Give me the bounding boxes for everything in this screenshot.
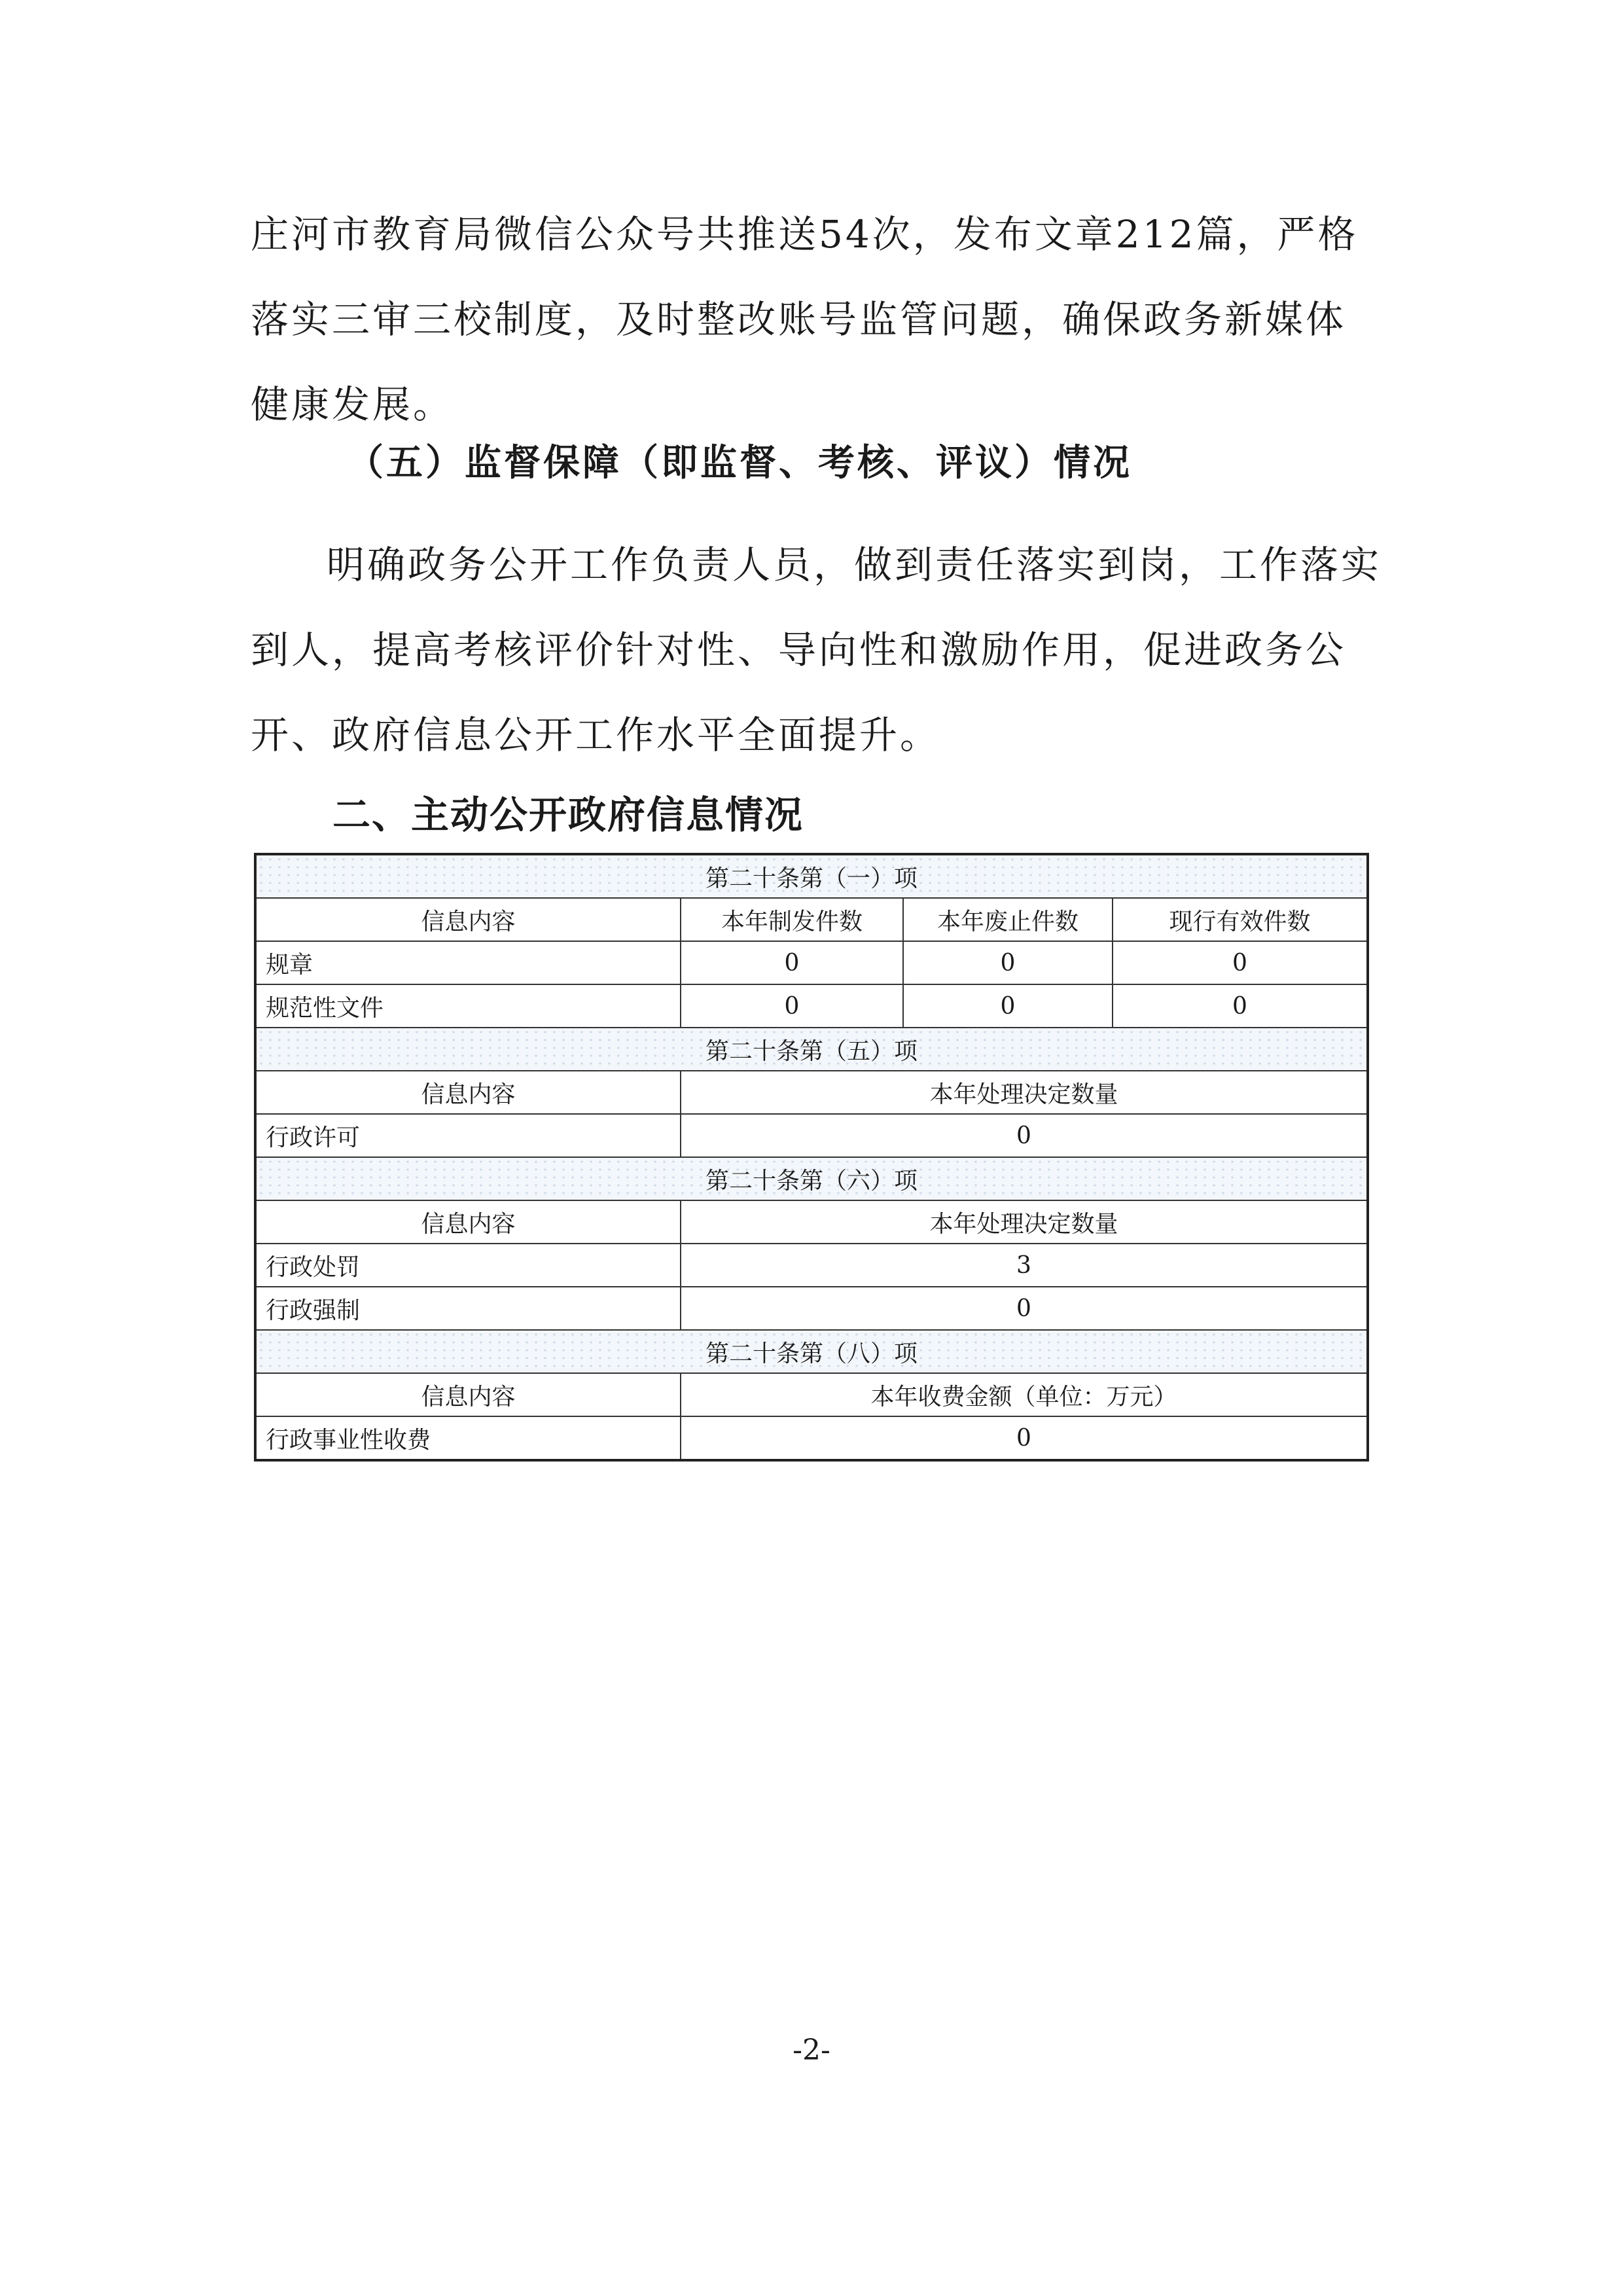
cell-valid: 0 <box>1113 941 1368 984</box>
header-row <box>255 1200 1368 1244</box>
table-row <box>255 1416 1368 1460</box>
section-row-article20-6 <box>255 1157 1368 1200</box>
header-issued-count: 本年制发件数 <box>681 898 903 941</box>
table-row <box>255 1287 1368 1330</box>
section-title: 第二十条第（五）项 <box>255 1028 1368 1071</box>
header-decision-count: 本年处理决定数量 <box>681 1071 1368 1114</box>
section-heading-active-disclosure: 二、主动公开政府信息情况 <box>332 793 804 837</box>
page-number: -2- <box>793 2034 830 2067</box>
header-row <box>255 1071 1368 1114</box>
header-decision-count: 本年处理决定数量 <box>681 1200 1368 1244</box>
header-info-content: 信息内容 <box>255 898 681 941</box>
section-row-article20-1 <box>255 854 1368 898</box>
cell-issued: 0 <box>681 984 903 1028</box>
row-label: 行政处罚 <box>255 1244 681 1287</box>
cell-value: 0 <box>681 1114 1368 1157</box>
cell-value: 3 <box>681 1244 1368 1287</box>
header-info-content: 信息内容 <box>255 1373 681 1416</box>
row-label: 行政强制 <box>255 1287 681 1330</box>
header-row <box>255 1373 1368 1416</box>
row-label: 规范性文件 <box>255 984 681 1028</box>
row-label: 行政事业性收费 <box>255 1416 681 1460</box>
header-info-content: 信息内容 <box>255 1200 681 1244</box>
section-row-article20-5 <box>255 1028 1368 1071</box>
body-paragraph-wechat: 庄河市教育局微信公众号共推送54次，发布文章212篇，严格落实三审三校制度，及时整改账号监管问题，确保政务新媒体健康发展。 <box>251 212 1359 427</box>
cell-value: 0 <box>681 1287 1368 1330</box>
header-valid-count: 现行有效件数 <box>1113 898 1368 941</box>
header-repealed-count: 本年废止件数 <box>903 898 1113 941</box>
section-title: 第二十条第（六）项 <box>255 1157 1368 1200</box>
subheading-supervision: （五）监督保障（即监督、考核、评议）情况 <box>347 442 1132 484</box>
row-label: 规章 <box>255 941 681 984</box>
disclosure-table <box>254 853 1369 1462</box>
table-row <box>255 1244 1368 1287</box>
section-title: 第二十条第（八）项 <box>255 1330 1368 1373</box>
header-info-content: 信息内容 <box>255 1071 681 1114</box>
table-row <box>255 1114 1368 1157</box>
table-row <box>255 984 1368 1028</box>
cell-issued: 0 <box>681 941 903 984</box>
section-row-article20-8 <box>255 1330 1368 1373</box>
cell-value: 0 <box>681 1416 1368 1460</box>
table-row <box>255 941 1368 984</box>
section-title: 第二十条第（一）项 <box>255 854 1368 898</box>
cell-repealed: 0 <box>903 984 1113 1028</box>
header-fee-amount: 本年收费金额（单位：万元） <box>681 1373 1368 1416</box>
body-paragraph-supervision: 明确政务公开工作负责人员，做到责任落实到岗，工作落实到人，提高考核评价针对性、导向性和激励作用，促进政务公开、政府信息公开工作水平全面提升。 <box>251 543 1382 757</box>
cell-valid: 0 <box>1113 984 1368 1028</box>
row-label: 行政许可 <box>255 1114 681 1157</box>
cell-repealed: 0 <box>903 941 1113 984</box>
header-row <box>255 898 1368 941</box>
